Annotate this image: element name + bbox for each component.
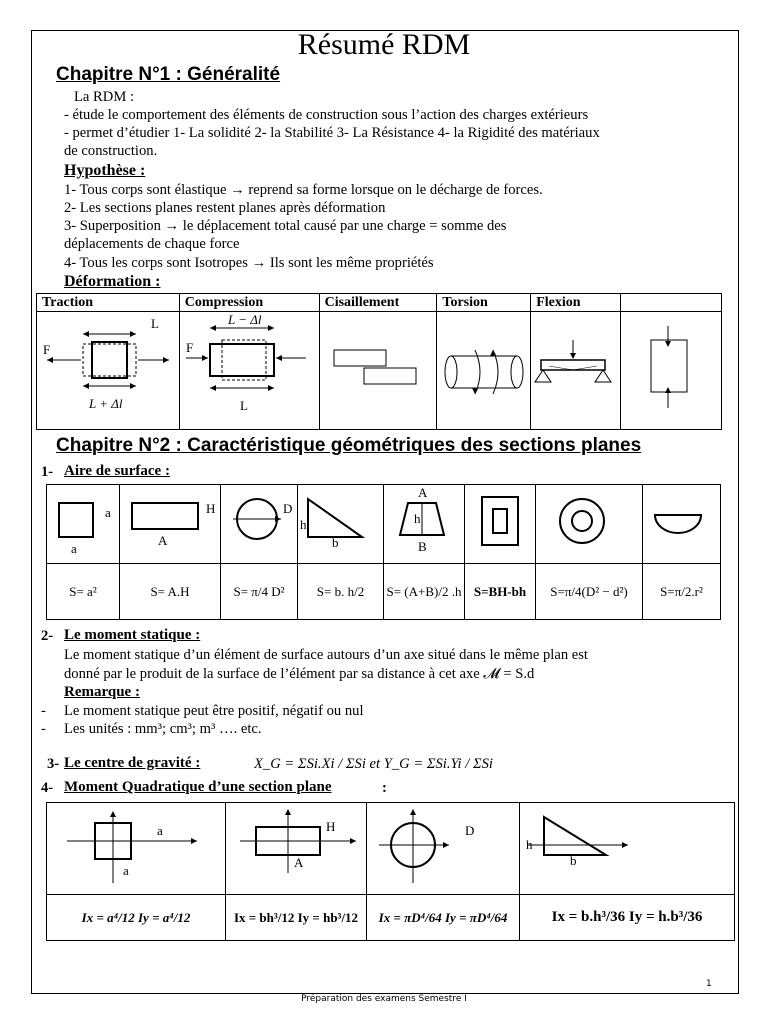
quad-label-b: b: [570, 853, 577, 868]
formula-square: S= a²: [47, 564, 120, 620]
hypothese-1: 1- Tous corps sont élastique → reprend sa forme lorsque on le décharge de forces.: [64, 182, 543, 198]
traction-label-Lplus: L + Δl: [89, 396, 123, 411]
traction-label-F: F: [43, 342, 51, 357]
col-flexion: Flexion: [531, 294, 621, 312]
quad-circle: [367, 803, 520, 895]
formula-trapezoid: S= (A+B)/2 .h: [384, 564, 465, 620]
remarque-1: Le moment statique peut être positif, négatif ou nul: [64, 703, 364, 719]
gravite-formula: X_G = ΣSi.Xi / ΣSi et Y_G = ΣSi.Yi / ΣSi: [254, 756, 493, 772]
footer-text: Préparation des examens Semestre I: [301, 994, 467, 1004]
formula-hollow-rect: S=BH-bh: [465, 564, 536, 620]
page-number: 1: [706, 979, 712, 989]
compression-label-Lminus: L − Δl: [227, 312, 262, 327]
traction-diagram: [37, 312, 180, 430]
quad-rectangle: [226, 803, 367, 895]
cisaillement-diagram: [319, 312, 437, 430]
quad-square: [47, 803, 226, 895]
ch1-line-3: de construction.: [64, 143, 158, 159]
col-compression: Compression: [179, 294, 319, 312]
compression-label-L: L: [239, 398, 248, 413]
gravite-heading: Le centre de gravité :: [64, 755, 201, 771]
aire-label-B: B: [418, 539, 427, 554]
aire-hollow-rect: [465, 485, 536, 564]
quad-label-A: A: [294, 855, 304, 870]
traction-label-L: L: [151, 316, 159, 331]
formula-ring: S=π/4(D² − d²): [536, 564, 643, 620]
extra-diagram: [621, 312, 722, 430]
hypothese-3b: déplacements de chaque force: [64, 236, 240, 252]
page-title: Résumé RDM: [297, 28, 471, 61]
col-cisaillement: Cisaillement: [319, 294, 437, 312]
deformation-table: [36, 293, 722, 430]
aire-trapezoid: [384, 485, 465, 564]
ch1-line-1: - étude le comportement des éléments de construction sous l’action des charges extérieurs: [64, 107, 589, 123]
formula-rectangle: S= A.H: [120, 564, 221, 620]
quad-label-h: h: [526, 837, 533, 852]
col-empty: [621, 294, 722, 312]
remarque-bullet-1: -: [41, 703, 46, 719]
aire-heading: Aire de surface :: [64, 463, 170, 479]
statique-text-2: donné par le produit de la surface de l’élément par sa distance à cet axe 𝓜 = S.d: [64, 666, 535, 682]
statique-heading: Le moment statique :: [64, 627, 201, 643]
aire-circle: [221, 485, 298, 564]
aire-label-h: h: [300, 517, 307, 532]
quad-label-a-right: a: [157, 823, 163, 838]
quad-formula-circle: Ix = πD⁴/64 Iy = πD⁴/64: [367, 895, 520, 941]
remarque-bullet-2: -: [41, 721, 46, 737]
aire-label-D: D: [283, 501, 293, 516]
remarque-2: Les unités : mm³; cm³; m³ …. etc.: [64, 721, 262, 737]
hypothese-4: 4- Tous les corps sont Isotropes → Ils sont les même propriétés: [64, 255, 434, 271]
compression-label-F: F: [185, 340, 194, 355]
footer: [0, 994, 768, 1004]
quadratique-num: 4-: [41, 780, 54, 796]
remarque-heading: Remarque :: [64, 684, 140, 700]
gravite-num: 3-: [47, 756, 60, 772]
aire-table: [46, 484, 721, 620]
torsion-diagram: [437, 312, 531, 430]
col-torsion: Torsion: [437, 294, 531, 312]
chapter1-heading: Chapitre N°1 : Généralité: [56, 64, 281, 85]
compression-diagram: [179, 312, 319, 430]
aire-label-b: b: [332, 535, 339, 550]
hypothese-2: 2- Les sections planes restent planes après déformation: [64, 200, 386, 216]
quadratique-colon: :: [382, 780, 387, 796]
quad-triangle: [520, 803, 735, 895]
quadratique-heading: Moment Quadratique d’une section plane: [64, 779, 332, 795]
ch1-intro: La RDM :: [74, 89, 134, 105]
ch1-line-2: - permet d’étudier 1- La solidité 2- la Stabilité 3- La Résistance 4- la Rigidité des matériaux: [64, 125, 600, 141]
aire-label-a-bottom: a: [71, 541, 77, 556]
quad-formula-triangle: Ix = b.h³/36 Iy = h.b³/36: [520, 895, 735, 941]
aire-triangle: [298, 485, 384, 564]
aire-label-A: A: [158, 533, 168, 548]
statique-text-1: Le moment statique d’un élément de surface autours d’un axe situé dans le même plan est: [64, 647, 588, 663]
aire-square: [47, 485, 120, 564]
quad-label-a-bottom: a: [123, 863, 129, 878]
aire-label-A-top: A: [418, 485, 428, 500]
hypothese-3: 3- Superposition → le déplacement total causé par une charge = somme des: [64, 218, 507, 234]
deformation-heading: Déformation :: [64, 273, 161, 290]
quad-formula-square: Ix = a⁴/12 Iy = a⁴/12: [47, 895, 226, 941]
quad-label-D: D: [465, 823, 475, 838]
statique-num: 2-: [41, 628, 54, 644]
aire-label-a-right: a: [105, 505, 111, 520]
quadratique-table: [46, 802, 735, 941]
aire-half-disc: [643, 485, 721, 564]
chapter2-heading: Chapitre N°2 : Caractéristique géométriques des sections planes: [56, 435, 642, 456]
flexion-diagram: [531, 312, 621, 430]
quad-label-H: H: [326, 819, 336, 834]
formula-half-disc: S=π/2.r²: [643, 564, 721, 620]
hypothese-heading: Hypothèse :: [64, 162, 146, 179]
aire-rectangle: [120, 485, 221, 564]
aire-num: 1-: [41, 464, 54, 480]
quad-formula-rectangle: Ix = bh³/12 Iy = hb³/12: [226, 895, 367, 941]
aire-label-H: H: [206, 501, 216, 516]
formula-triangle: S= b. h/2: [298, 564, 384, 620]
formula-circle: S= π/4 D²: [221, 564, 298, 620]
aire-label-h-trap: h: [414, 511, 421, 526]
aire-ring: [536, 485, 643, 564]
col-traction: Traction: [37, 294, 180, 312]
